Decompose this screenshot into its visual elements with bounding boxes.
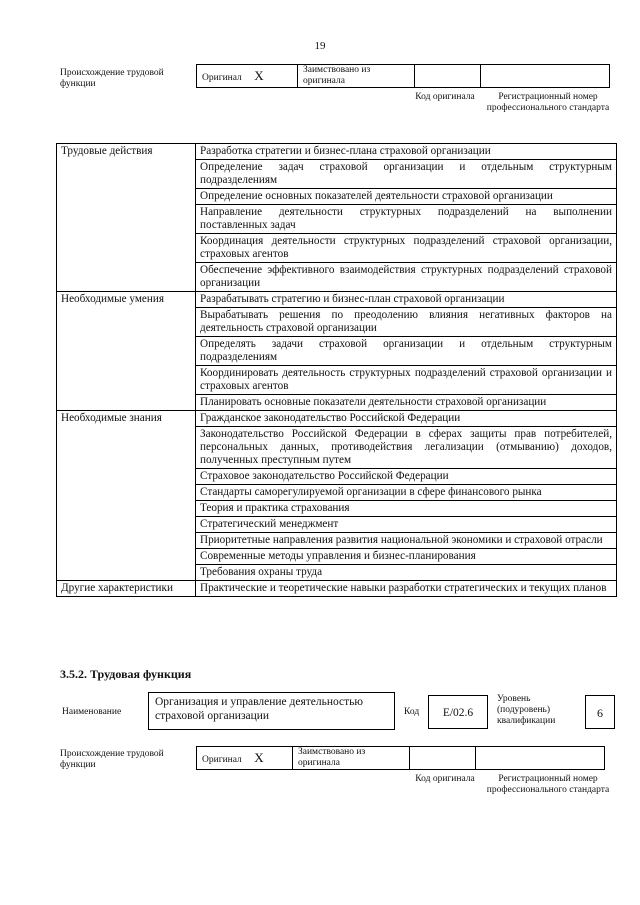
item-cell: Вырабатывать решения по преодолению влияния негативных факторов на деятельность страховой организации xyxy=(196,308,617,337)
item-cell: Координация деятельности структурных подразделений страховой организации, страховых агентов xyxy=(196,234,617,263)
origin-original-cell xyxy=(197,65,298,88)
item-cell: Требования охраны труда xyxy=(196,565,617,581)
item-cell: Координировать деятельность структурных подразделений страховой организации и страховых агентов xyxy=(196,366,617,395)
code-label: Код xyxy=(404,707,420,717)
level-box: 6 xyxy=(585,695,615,729)
category-cell: Другие характеристики xyxy=(57,581,196,597)
item-cell: Гражданское законодательство Российской Федерации xyxy=(196,411,617,427)
item-cell: Страховое законодательство Российской Федерации xyxy=(196,469,617,485)
item-cell: Обеспечение эффективного взаимодействия структурных подразделений страховой организации xyxy=(196,263,617,292)
section-title: 3.5.2. Трудовая функция xyxy=(60,667,192,681)
table-row xyxy=(57,144,617,160)
origin-table-bottom xyxy=(196,746,605,770)
level-label: Уровень (подуровень) квалификации xyxy=(497,694,556,726)
table-row xyxy=(57,411,617,427)
item-cell: Законодательство Российской Федерации в сферах защиты прав потребителей, персональных данных, противодействия легализации (отмыванию) доходов, полученных преступным путем xyxy=(196,427,617,469)
item-cell: Планировать основные показатели деятельности страховой организации xyxy=(196,395,617,411)
item-cell: Теория и практика страхования xyxy=(196,501,617,517)
code-box: E/02.6 xyxy=(428,695,488,729)
item-cell: Приоритетные направления развития национальной экономики и страховой отрасли xyxy=(196,533,617,549)
origin-borrowed-cell: Заимствовано из оригинала xyxy=(298,65,415,88)
origin-reg-cell xyxy=(481,65,610,88)
item-cell: Определение основных показателей деятельности страховой организации xyxy=(196,189,617,205)
item-cell: Стандарты саморегулируемой организации в сфере финансового рынка xyxy=(196,485,617,501)
item-cell: Разработка стратегии и бизнес-плана страховой организации xyxy=(196,144,617,160)
labor-function-table xyxy=(56,143,617,597)
category-cell: Трудовые действия xyxy=(57,144,196,292)
origin-code-caption-bottom: Код оригинала xyxy=(415,774,475,784)
origin-label-bottom: Происхождение трудовой функции xyxy=(60,749,164,770)
origin-code-cell-bottom xyxy=(410,747,476,770)
origin-label: Происхождение трудовой функции xyxy=(60,68,164,89)
item-cell: Определение задач страховой организации и отдельным структурным подразделениям xyxy=(196,160,617,189)
page-number: 19 xyxy=(314,40,326,52)
origin-code-caption: Код оригинала xyxy=(415,92,475,102)
origin-reg-caption: Регистрационный номер профессионального стандарта xyxy=(486,92,610,113)
origin-original-label: Оригинал xyxy=(202,73,242,83)
item-cell: Современные методы управления и бизнес-планирования xyxy=(196,549,617,565)
origin-reg-caption-bottom: Регистрационный номер профессионального стандарта xyxy=(486,774,610,795)
labor-function-table-body xyxy=(57,144,617,597)
item-cell: Определять задачи страховой организации и отдельным структурным подразделениям xyxy=(196,337,617,366)
table-row xyxy=(57,292,617,308)
name-box: Организация и управление деятельностью страховой организации xyxy=(148,692,395,730)
origin-code-cell xyxy=(415,65,481,88)
name-label: Наименование xyxy=(62,707,122,717)
item-cell: Разрабатывать стратегию и бизнес-план страховой организации xyxy=(196,292,617,308)
table-row xyxy=(57,581,617,597)
item-cell: Практические и теоретические навыки разработки стратегических и текущих планов xyxy=(196,581,617,597)
origin-borrowed-cell-bottom: Заимствовано из оригинала xyxy=(293,747,410,770)
origin-original-cell-bottom xyxy=(197,747,293,770)
origin-original-label-bottom: Оригинал xyxy=(202,755,242,765)
item-cell: Направление деятельности структурных подразделений на выполнении поставленных задач xyxy=(196,205,617,234)
origin-mark: X xyxy=(254,68,264,83)
origin-table xyxy=(196,64,610,88)
category-cell: Необходимые умения xyxy=(57,292,196,411)
origin-reg-cell-bottom xyxy=(476,747,605,770)
category-cell: Необходимые знания xyxy=(57,411,196,581)
item-cell: Стратегический менеджмент xyxy=(196,517,617,533)
origin-mark-bottom: X xyxy=(254,750,264,765)
